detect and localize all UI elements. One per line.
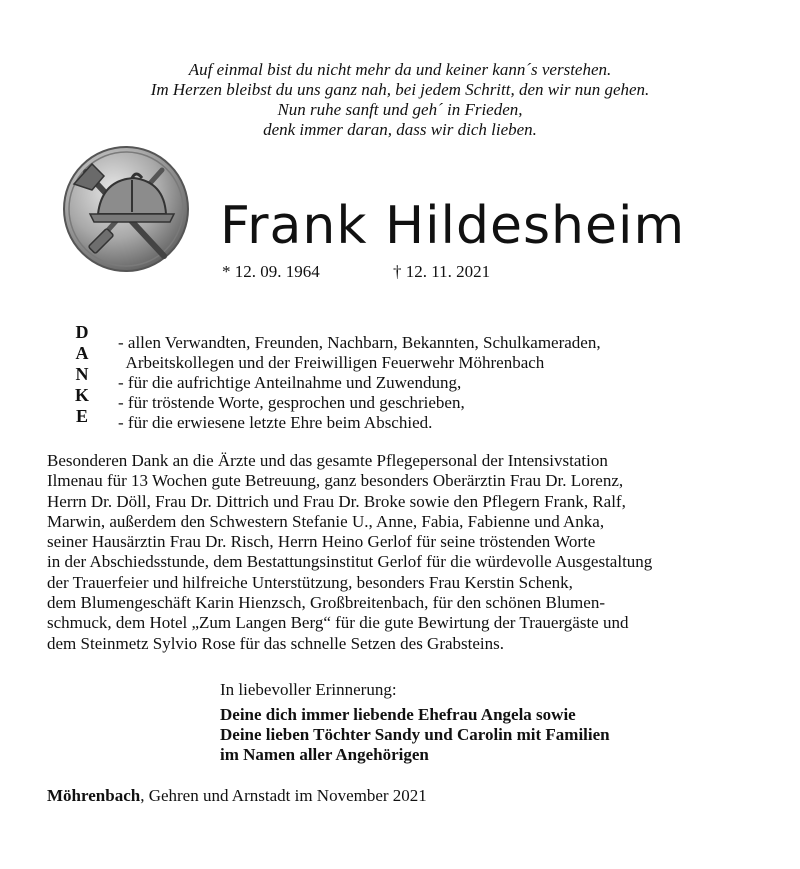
danke-letter: K bbox=[74, 385, 89, 405]
danke-line: - allen Verwandten, Freunden, Nachbarn, Bekannten, Schulkameraden, bbox=[118, 333, 601, 352]
signatory-line: Deine dich immer liebende Ehefrau Angela sowie bbox=[220, 705, 576, 724]
paragraph-line: der Trauerfeier und hilfreiche Unterstützung, besonders Frau Kerstin Schenk, bbox=[47, 572, 573, 592]
thanks-paragraph bbox=[47, 451, 767, 654]
birth-date: * 12. 09. 1964 bbox=[222, 262, 320, 281]
memory-heading: In liebevoller Erinnerung: bbox=[220, 680, 397, 699]
poem-line: Auf einmal bist du nicht mehr da und keiner kann´s verstehen. bbox=[188, 60, 612, 79]
death-date: † 12. 11. 2021 bbox=[393, 262, 491, 281]
paragraph-line: in der Abschiedsstunde, dem Bestattungsinstitut Gerlof für die würdevolle Ausgestaltung bbox=[47, 552, 653, 572]
place-and-date bbox=[47, 786, 427, 806]
signatory-line: im Namen aller Angehörigen bbox=[220, 745, 429, 764]
paragraph-line: Marwin, außerdem den Schwestern Stefanie U., Anne, Fabia, Fabienne und Anka, bbox=[47, 511, 605, 531]
danke-letter: E bbox=[75, 406, 88, 426]
place-name: Möhrenbach bbox=[47, 786, 141, 805]
poem bbox=[0, 60, 800, 140]
poem-line: Im Herzen bleibst du uns ganz nah, bei jedem Schritt, den wir nun gehen. bbox=[150, 80, 650, 99]
paragraph-line: Besonderen Dank an die Ärzte und das gesamte Pflegepersonal der Intensivstation bbox=[47, 451, 608, 470]
paragraph-line: dem Steinmetz Sylvio Rose für das schnelle Setzen des Grabsteins. bbox=[47, 633, 505, 653]
poem-line: Nun ruhe sanft und geh´ in Frieden, bbox=[277, 100, 523, 119]
danke-letter: D bbox=[75, 322, 89, 342]
danke-line: Arbeitskollegen und der Freiwilligen Feuerwehr Möhrenbach bbox=[118, 353, 545, 372]
deceased-name: Frank Hildesheim bbox=[220, 196, 686, 256]
danke-letter: N bbox=[75, 364, 89, 384]
danke-line: - für die aufrichtige Anteilnahme und Zuwendung, bbox=[118, 373, 462, 392]
signatories bbox=[220, 705, 610, 765]
paragraph-line: Herrn Dr. Döll, Frau Dr. Dittrich und Frau Dr. Broke sowie den Pflegern Frank, Ralf, bbox=[47, 491, 626, 511]
paragraph-line: schmuck, dem Hotel „Zum Langen Berg“ für die gute Bewirtung der Trauergäste und bbox=[47, 613, 629, 633]
fire-brigade-helmet-emblem-icon bbox=[52, 144, 200, 274]
paragraph-line: Ilmenau für 13 Wochen gute Betreuung, ganz besonders Oberärztin Frau Dr. Lorenz, bbox=[47, 471, 624, 491]
danke-line: - für tröstende Worte, gesprochen und geschrieben, bbox=[118, 393, 465, 412]
paragraph-line: seiner Hausärztin Frau Dr. Risch, Herrn Heino Gerlof für seine tröstenden Worte bbox=[47, 532, 596, 552]
signatory-line: Deine lieben Töchter Sandy und Carolin mit Familien bbox=[220, 725, 610, 744]
danke-list bbox=[118, 333, 601, 433]
place-rest: , Gehren und Arnstadt im November 2021 bbox=[140, 786, 427, 805]
paragraph-line: dem Blumengeschäft Karin Hienzsch, Großbreitenbach, für den schönen Blumen- bbox=[47, 593, 605, 613]
poem-line: denk immer daran, dass wir dich lieben. bbox=[263, 120, 537, 139]
danke-vertical-word bbox=[70, 322, 94, 427]
danke-line: - für die erwiesene letzte Ehre beim Abschied. bbox=[118, 413, 433, 432]
danke-letter: A bbox=[75, 343, 89, 363]
